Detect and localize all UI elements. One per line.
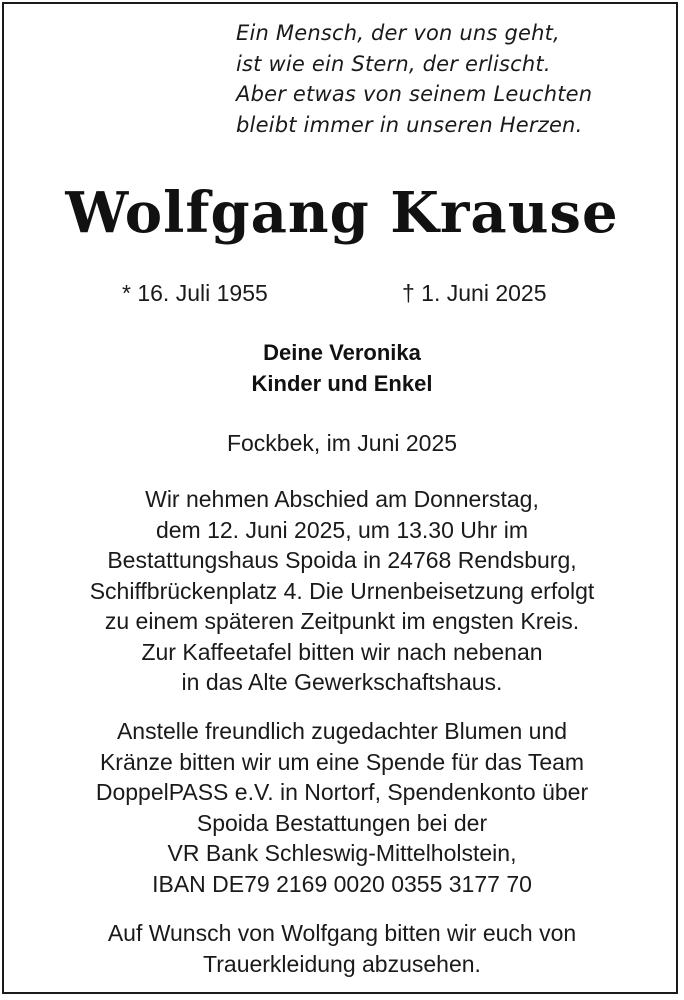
text-line: Schiffbrückenplatz 4. Die Urnenbeisetzung erfolgt <box>89 577 595 604</box>
poem-line: ist wie ein Stern, der erlischt. <box>236 51 551 76</box>
death-date: † 1. Juni 2025 <box>402 280 547 306</box>
text-line: in das Alte Gewerkschaftshaus. <box>181 669 503 695</box>
mourner-line: Deine Veronika <box>263 340 421 365</box>
poem-line: Aber etwas von seinem Leuchten <box>236 82 593 106</box>
iban-line: IBAN DE79 2169 0020 0355 3177 70 <box>152 870 532 897</box>
text-line: VR Bank Schleswig-Mittelholstein, <box>167 840 517 866</box>
text-line: Bestattungshaus Spoida in 24768 Rendsburg, <box>107 547 577 573</box>
place-and-date: Fockbek, im Juni 2025 <box>226 430 458 456</box>
mourner-line: Kinder und Enkel <box>251 371 433 396</box>
donation-notice <box>0 716 684 899</box>
memorial-poem <box>236 18 656 140</box>
farewell-notice <box>0 484 684 698</box>
text-line: Auf Wunsch von Wolfgang bitten wir euch von <box>107 920 577 946</box>
text-line: Trauerkleidung abzusehen. <box>203 950 481 977</box>
text-line: DoppelPASS e.V. in Nortorf, Spendenkonto über <box>95 779 589 805</box>
deceased-name: Wolfgang Krause <box>65 180 619 246</box>
birth-date: * 16. Juli 1955 <box>122 280 268 306</box>
text-line: Wir nehmen Abschied am Donnerstag, <box>145 486 539 512</box>
text-line: Kränze bitten wir um eine Spende für das Team <box>99 748 585 775</box>
text-line: dem 12. Juni 2025, um 13.30 Uhr im <box>155 516 529 543</box>
closing-request <box>0 918 684 979</box>
text-line: Spoida Bestattungen bei der <box>196 809 488 836</box>
mourners <box>0 337 684 399</box>
text-line: Anstelle freundlich zugedachter Blumen und <box>116 718 568 744</box>
poem-line: bleibt immer in unseren Herzen. <box>236 112 583 137</box>
text-line: zu einem späteren Zeitpunkt im engsten Kreis. <box>104 608 580 634</box>
poem-line: Ein Mensch, der von uns geht, <box>236 21 560 45</box>
text-line: Zur Kaffeetafel bitten wir nach nebenan <box>141 638 543 665</box>
